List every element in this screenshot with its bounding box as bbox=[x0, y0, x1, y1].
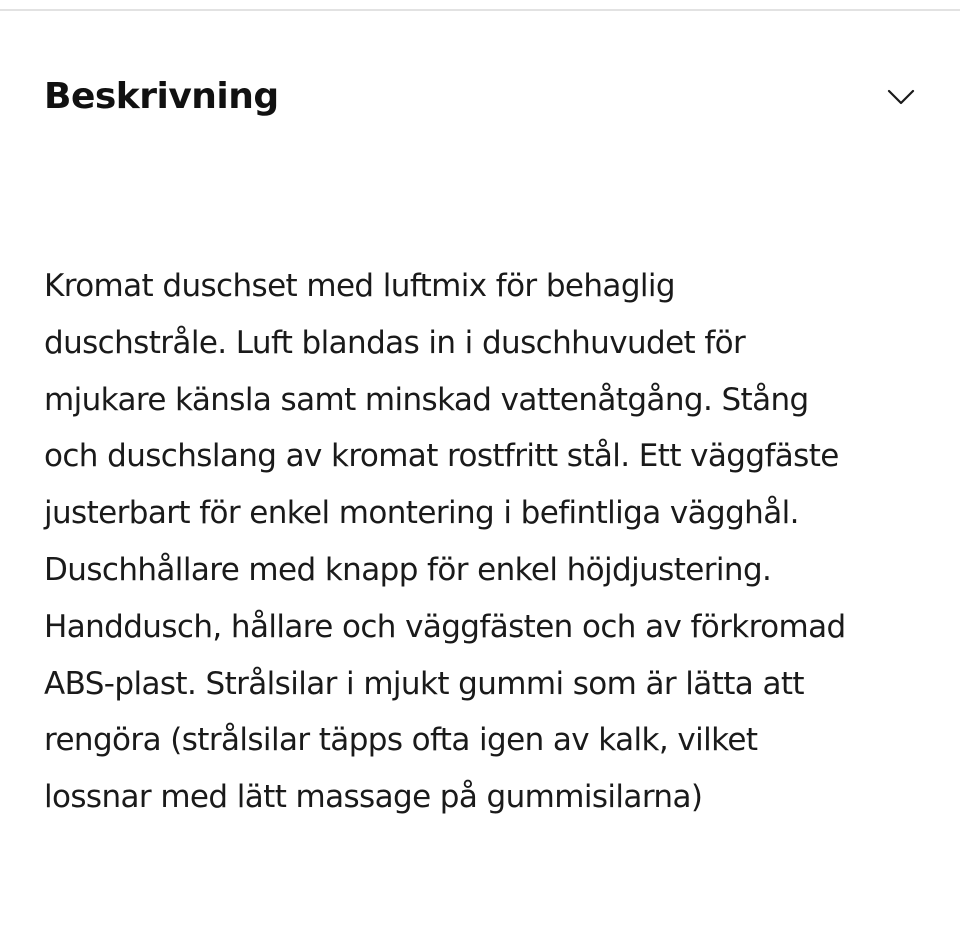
accordion-title: Beskrivning bbox=[44, 76, 279, 117]
accordion-header[interactable] bbox=[44, 66, 916, 128]
description-line: Kromat duschset med luftmix för behaglig bbox=[44, 268, 676, 304]
description-line: och duschslang av kromat rostfritt stål. Ett väggfäste bbox=[44, 438, 839, 475]
description-line: Duschhållare med knapp för enkel höjdjustering. bbox=[44, 551, 772, 588]
description-line: rengöra (strålsilar täpps ofta igen av kalk, vilket bbox=[44, 722, 758, 759]
description-line: Handdusch, hållare och väggfästen och av förkromad bbox=[44, 608, 846, 645]
description-line: mjukare känsla samt minskad vattenåtgång. Stång bbox=[44, 381, 809, 418]
description-line: justerbart för enkel montering i befintliga vägghål. bbox=[44, 495, 799, 532]
description-line: lossnar med lätt massage på gummisilarna) bbox=[44, 779, 703, 816]
description-text bbox=[44, 258, 924, 826]
description-line: ABS-plast. Strålsilar i mjukt gummi som är lätta att bbox=[44, 665, 804, 702]
chevron-down-icon-shape bbox=[887, 88, 915, 106]
chevron-down-icon[interactable] bbox=[886, 82, 916, 112]
description-line: duschstråle. Luft blandas in i duschhuvudet för bbox=[44, 324, 746, 361]
